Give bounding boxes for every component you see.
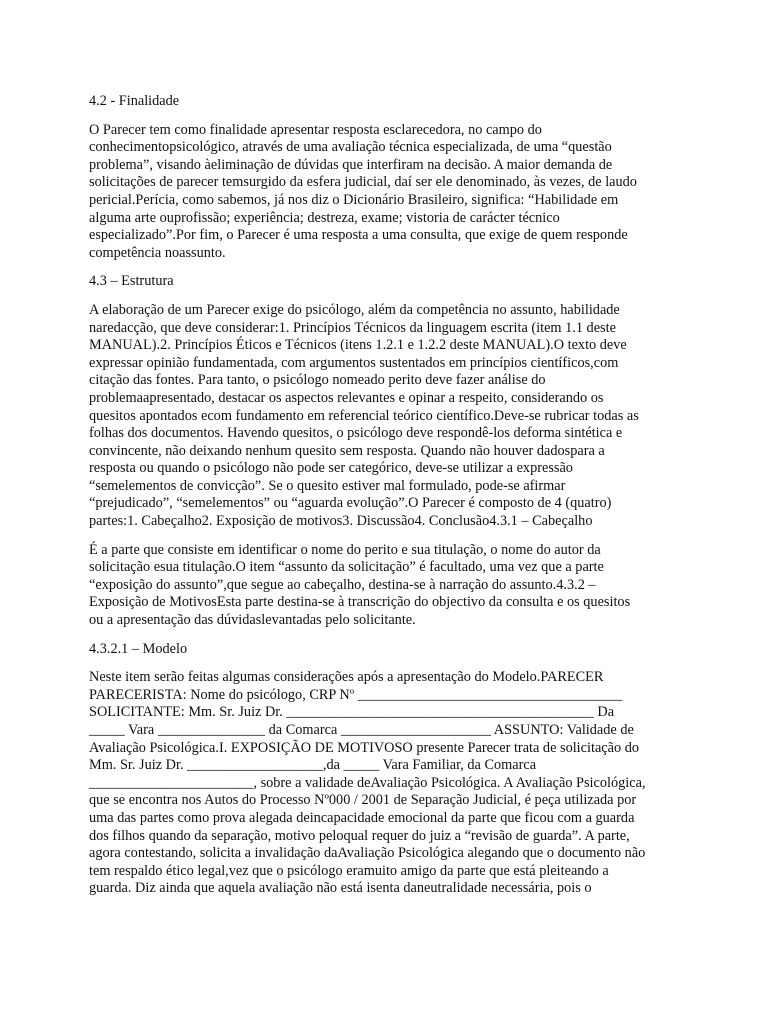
text-line: convincente, não deixando nenhum quesito sem resposta. Quando não houver dadospara a (89, 442, 605, 459)
paragraph-estrutura (89, 302, 681, 531)
text-line: PARECERISTA: Nome do psicólogo, CRP Nº _____________________________________ (89, 686, 623, 703)
paragraph-modelo (89, 669, 681, 898)
text-line: “prejudicado”, “semelementos” ou “aguarda evolução”.O Parecer é composto de 4 (quatro) (89, 495, 612, 512)
paragraph-cabecalho (89, 542, 681, 630)
text-line: pericial.Perícia, como sabemos, já nos diz o Dicionário Brasileiro, significa: “Habilidade em (89, 191, 619, 208)
text-line: solicitação esua titulação.O item “assunto da solicitação” é facultado, uma vez que a parte (89, 559, 604, 576)
text-line: agora contestando, solicita a invalidação daAvaliação Psicológica alegando que o documento não (89, 845, 646, 862)
text-line: especializado”.Por fim, o Parecer é uma resposta a uma consulta, que exige de quem responde (89, 227, 628, 244)
text-line: Neste item serão feitas algumas considerações após a apresentação do Modelo.PARECER (89, 669, 604, 686)
text-line: competência noassunto. (89, 244, 226, 261)
text-line: solicitações de parecer temsurgido da esfera judicial, daí ser ele denominado, às vezes, de laudo (89, 174, 637, 191)
text-line: Avaliação Psicológica.I. EXPOSIÇÃO DE MOTIVOSO presente Parecer trata de solicitação do (89, 739, 640, 756)
document-page (89, 93, 681, 909)
section-heading-estrutura: 4.3 – Estrutura (89, 273, 174, 290)
text-line: problemaapresentado, destacar os aspectos relevantes e opinar a respeito, considerando os (89, 389, 604, 406)
text-line: O Parecer tem como finalidade apresentar resposta esclarecedora, no campo do (89, 121, 542, 138)
text-line: folhas dos documentos. Havendo quesitos, o psicólogo deve respondê-los deforma sintética e (89, 425, 623, 442)
text-line: naredacção, que deve considerar:1. Princípios Técnicos da linguagem escrita (item 1.1 deste (89, 319, 616, 336)
text-line: ou a apresentação das dúvidaslevantadas pelo solicitante. (89, 612, 416, 629)
section-heading-finalidade: 4.2 - Finalidade (89, 93, 180, 109)
text-line: SOLICITANTE: Mm. Sr. Juiz Dr. ___________________________________________ Da (89, 704, 615, 721)
text-line: que se encontra nos Autos do Processo Nº000 / 2001 de Separação Judicial, é peça utilizada por (89, 792, 637, 809)
text-line: Mm. Sr. Juiz Dr. ___________________,da _____ Vara Familiar, da Comarca (89, 757, 537, 774)
section-heading-modelo: 4.3.2.1 – Modelo (89, 640, 188, 657)
text-line: resposta ou quando o psicólogo não pode ser categórico, deve-se utilizar a expressão (89, 460, 573, 477)
text-line: MANUAL).2. Princípios Éticos e Técnicos (itens 1.2.1 e 1.2.2 deste MANUAL).O texto deve (89, 337, 627, 354)
text-line: problema”, visando àeliminação de dúvidas que interfiram na decisão. A maior demanda de (89, 156, 613, 173)
text-line: tem respaldo ético legal,vez que o psicólogo eramuito amigo da parte que está pleiteando a (89, 862, 609, 879)
text-line: “exposição do assunto”,que segue ao cabeçalho, destina-se à narração do assunto.4.3.2 – (89, 576, 596, 593)
text-line: _____ Vara _______________ da Comarca _____________________ ASSUNTO: Validade de (89, 722, 634, 738)
text-line: quesitos apontados ecom fundamento em referencial teórico científico.Deve-se rubricar todas as (89, 407, 639, 424)
text-line: _______________________, sobre a validade deAvaliação Psicológica. A Avaliação Psicológica, (89, 774, 646, 791)
text-line: “semelementos de convicção”. Se o quesito estiver mal formulado, pode-se afirmar (89, 477, 566, 494)
text-line: citação das fontes. Para tanto, o psicólogo nomeado perito deve fazer análise do (89, 372, 546, 389)
text-line: A elaboração de um Parecer exige do psicólogo, além da competência no assunto, habilidade (89, 301, 620, 318)
text-line: Exposição de MotivosEsta parte destina-se à transcrição do objectivo da consulta e os quesitos (89, 594, 631, 611)
text-line: É a parte que consiste em identificar o nome do perito e sua titulação, o nome do autor da (89, 541, 601, 558)
paragraph-finalidade (89, 122, 681, 263)
text-line: guarda. Diz ainda que aquela avaliação não está isenta daneutralidade necessária, pois o (89, 880, 592, 897)
text-line: expressar opinião fundamentada, com argumentos sustentados em princípios científicos,com (89, 354, 619, 371)
text-line: uma das partes como prova alegada deincapacidade emocional da parte que ficou com a guarda (89, 809, 635, 826)
text-line: partes:1. Cabeçalho2. Exposição de motivos3. Discussão4. Conclusão4.3.1 – Cabeçalho (89, 513, 593, 530)
text-line: conhecimentopsicológico, através de uma avaliação técnica especializada, de uma “questão (89, 139, 612, 156)
text-line: dos filhos quando da separação, motivo peloqual requer do juiz a “revisão de guarda”. A parte, (89, 827, 630, 844)
text-line: alguma arte ouprofissão; experiência; destreza, exame; vistoria de carácter técnico (89, 209, 560, 226)
